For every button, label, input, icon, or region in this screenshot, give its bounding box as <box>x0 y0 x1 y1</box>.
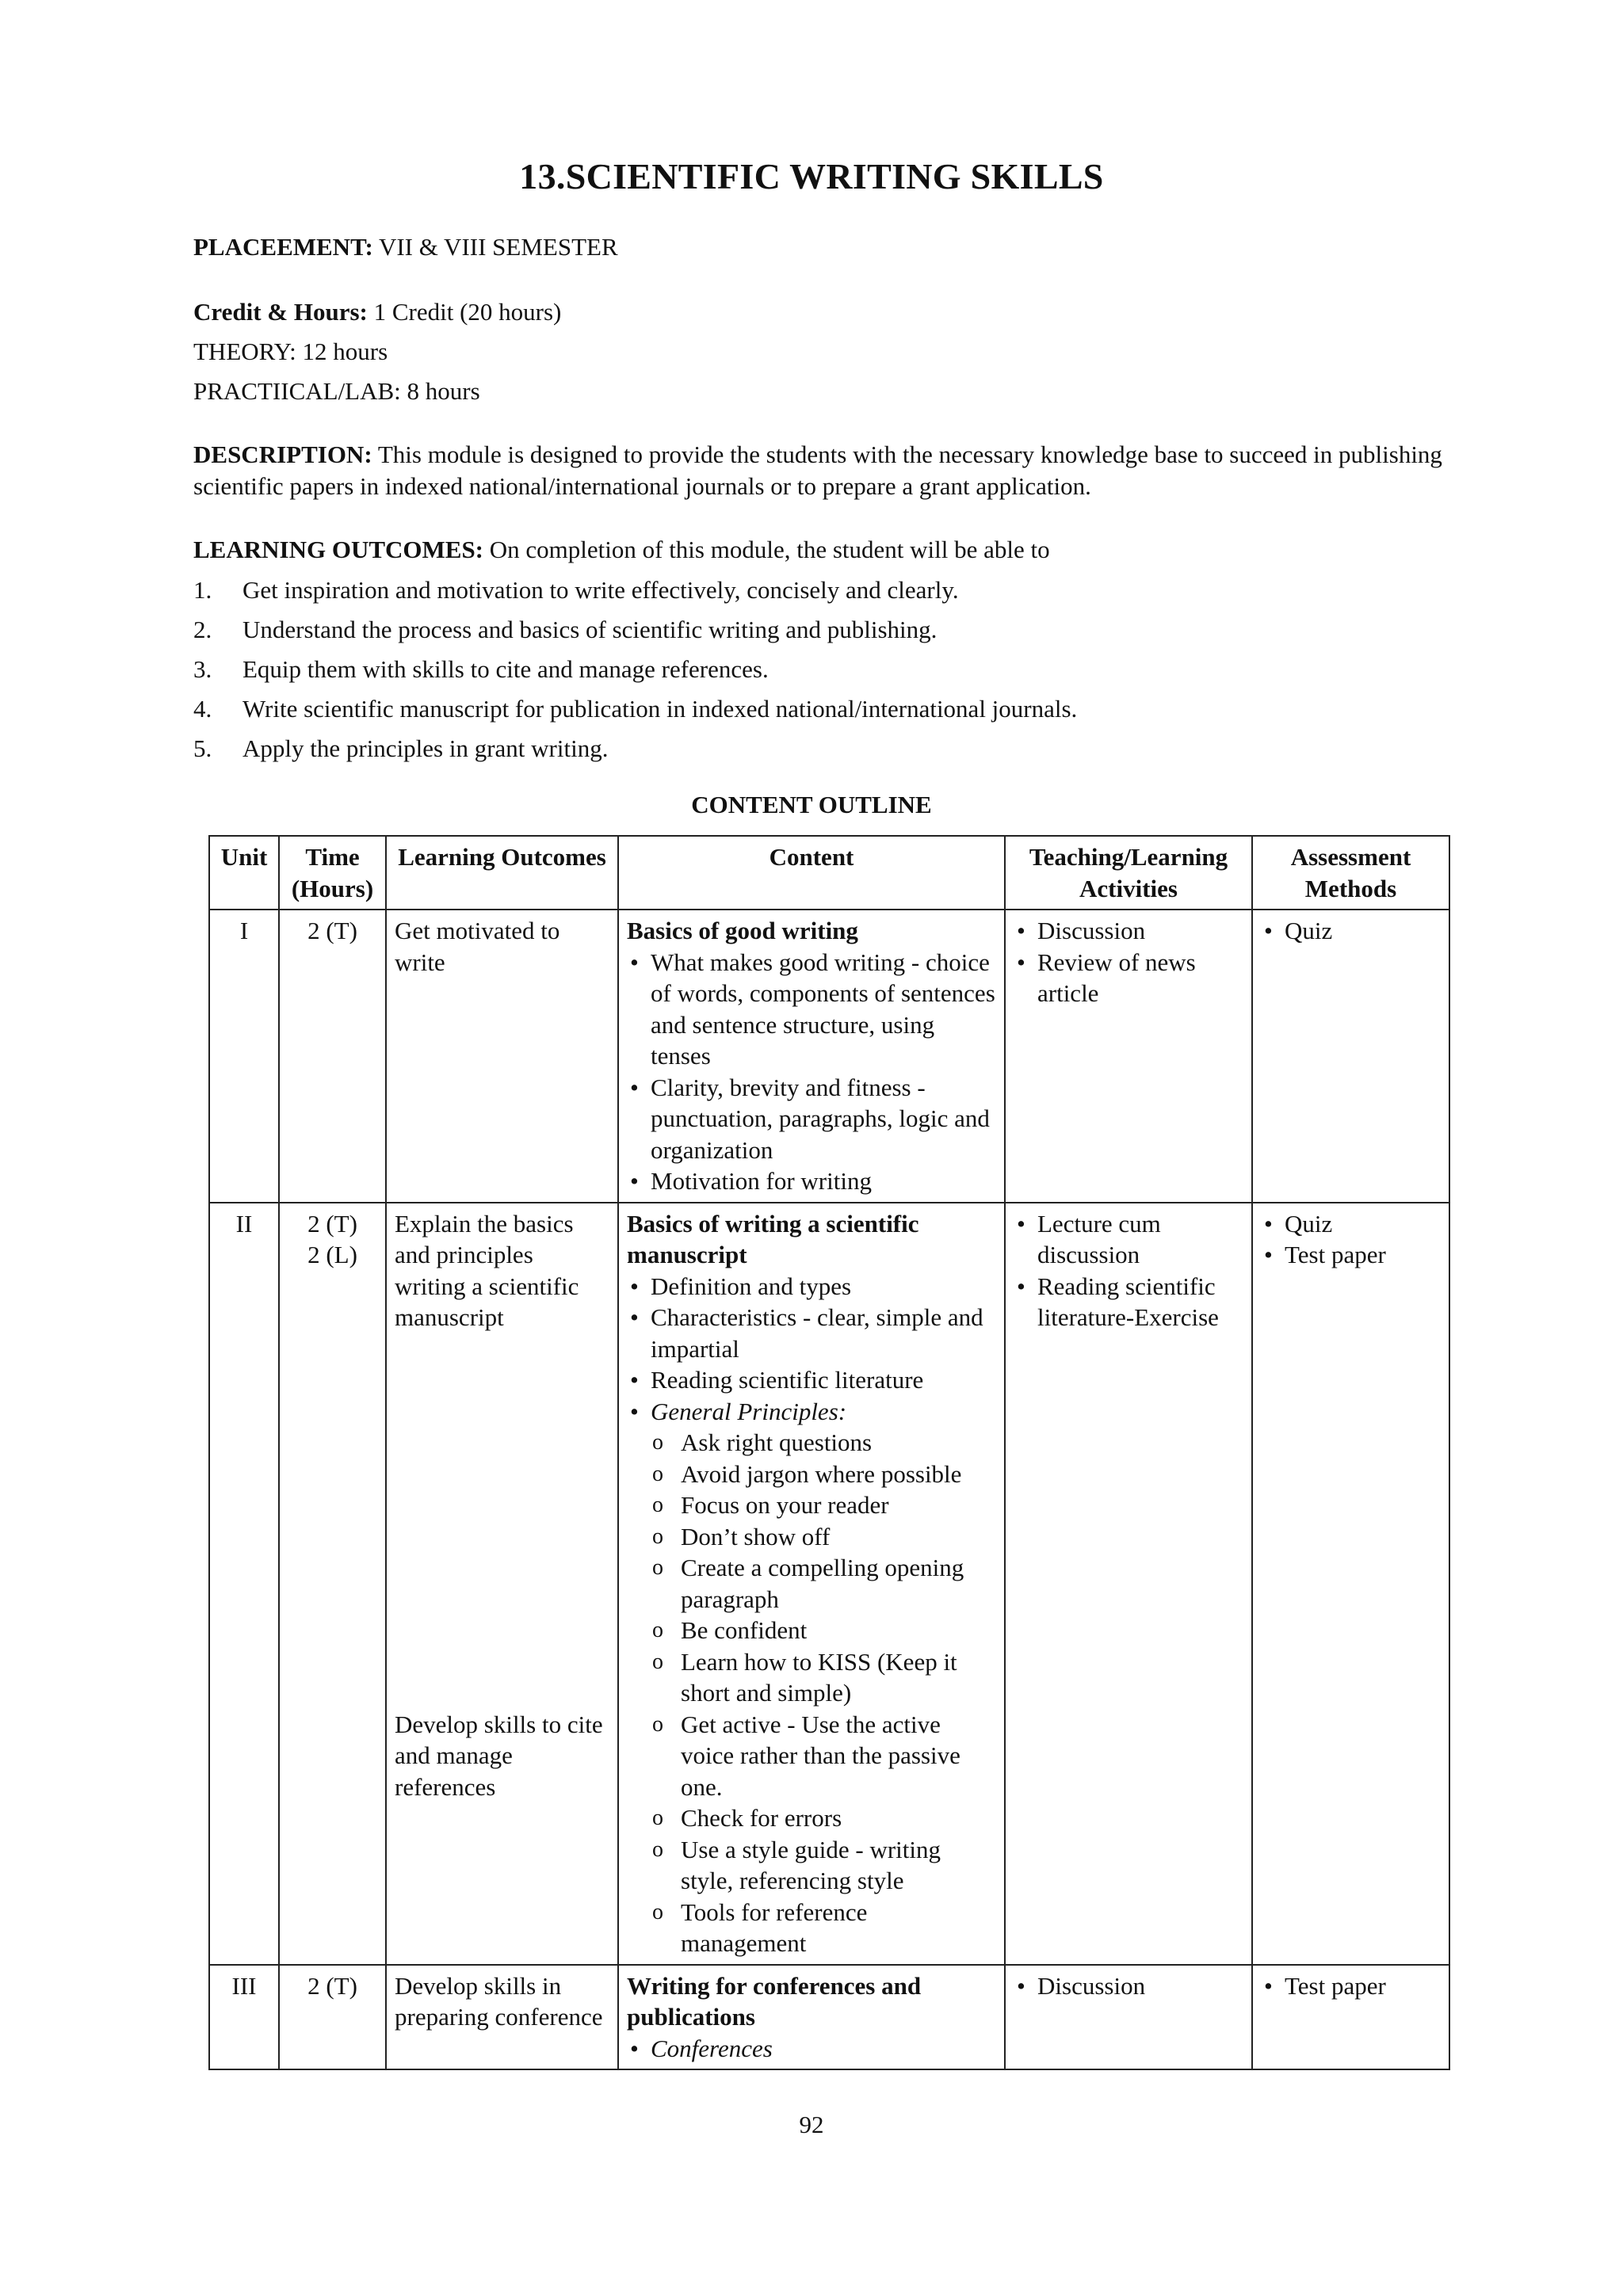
table-header-row <box>209 836 1449 910</box>
placement-line <box>193 233 618 261</box>
list-item: • Test paper <box>1261 1970 1441 2002</box>
content-cell <box>618 1965 1005 2070</box>
assessment-cell <box>1252 1965 1449 2070</box>
credit-value: 1 Credit (20 hours) <box>373 298 562 326</box>
list-item: • Conferences <box>627 2033 996 2065</box>
outcomes-cell: Get motivated to write <box>386 910 618 1203</box>
activities-cell <box>1005 910 1252 1203</box>
list-item: o Get active - Use the active voice rather than the passive one. <box>627 1709 996 1803</box>
list-item: • Quiz <box>1261 915 1441 947</box>
description-paragraph <box>193 439 1445 502</box>
credit-label: Credit & Hours: <box>193 298 368 326</box>
list-item: o Learn how to KISS (Keep it short and simple) <box>627 1646 996 1709</box>
list-item: o Be confident <box>627 1615 996 1646</box>
unit-cell: II <box>209 1203 279 1965</box>
outcomes-cell: Develop skills in preparing conference <box>386 1965 618 2070</box>
outcomes-cell: Explain the basics and principles writing a scientific manuscript Develop skills to cite and manage references <box>386 1203 618 1965</box>
list-item: o Use a style guide - writing style, referencing style <box>627 1834 996 1897</box>
content-title: Writing for conferences and publications <box>627 1971 922 2031</box>
list-item: • Clarity, brevity and fitness - punctuation, paragraphs, logic and organization <box>627 1072 996 1166</box>
theory-line: THEORY: 12 hours <box>193 338 388 365</box>
list-item: • Review of news article <box>1014 947 1243 1009</box>
activities-cell <box>1005 1965 1252 2070</box>
unit-cell: I <box>209 910 279 1203</box>
description-label: DESCRIPTION: <box>193 441 372 468</box>
list-item: • Lecture cum discussion <box>1014 1208 1243 1271</box>
list-item: 3. Equip them with skills to cite and manage references. <box>193 655 769 683</box>
time-cell: 2 (T) 2 (L) <box>279 1203 386 1965</box>
credit-line <box>193 298 561 326</box>
header-unit: Unit <box>209 836 279 910</box>
list-item: 1. Get inspiration and motivation to write effectively, concisely and clearly. <box>193 576 959 604</box>
learning-outcomes-heading <box>193 536 1050 564</box>
list-item: o Check for errors <box>627 1802 996 1834</box>
practical-line: PRACTIICAL/LAB: 8 hours <box>193 377 480 405</box>
content-list <box>627 947 996 1197</box>
activities-cell <box>1005 1203 1252 1965</box>
list-item: • Characteristics - clear, simple and impartial <box>627 1302 996 1364</box>
content-list <box>627 1271 996 1428</box>
page-number: 92 <box>799 2111 824 2138</box>
principles-sublist <box>627 1427 996 1959</box>
table-row <box>209 1203 1449 1965</box>
list-item: o Tools for reference management <box>627 1897 996 1959</box>
list-item: • Discussion <box>1014 1970 1243 2002</box>
list-item: 4. Write scientific manuscript for publication in indexed national/international journals. <box>193 695 1078 723</box>
time-cell: 2 (T) <box>279 910 386 1203</box>
time-cell: 2 (T) <box>279 1965 386 2070</box>
list-item: o Don’t show off <box>627 1521 996 1553</box>
learning-outcomes-label: LEARNING OUTCOMES: <box>193 536 484 563</box>
content-title: Basics of good writing <box>627 917 858 944</box>
list-item: 5. Apply the principles in grant writing. <box>193 734 609 762</box>
content-cell <box>618 1203 1005 1965</box>
content-cell <box>618 910 1005 1203</box>
list-item: • Reading scientific literature <box>627 1364 996 1396</box>
list-item: • Definition and types <box>627 1271 996 1302</box>
list-item: • Motivation for writing <box>627 1165 996 1197</box>
content-outline-title: CONTENT OUTLINE <box>691 791 932 818</box>
table-row <box>209 1965 1449 2070</box>
header-content: Content <box>618 836 1005 910</box>
unit-cell: III <box>209 1965 279 2070</box>
list-item: • General Principles: <box>627 1396 996 1428</box>
assessment-cell <box>1252 1203 1449 1965</box>
list-item: • Discussion <box>1014 915 1243 947</box>
list-item: o Avoid jargon where possible <box>627 1459 996 1490</box>
header-assessment: Assessment Methods <box>1252 836 1449 910</box>
learning-outcomes-list <box>193 570 1077 769</box>
header-learning-outcomes: Learning Outcomes <box>386 836 618 910</box>
content-list <box>627 2033 996 2065</box>
header-time: Time (Hours) <box>279 836 386 910</box>
list-item: • Quiz <box>1261 1208 1441 1240</box>
list-item: o Create a compelling opening paragraph <box>627 1552 996 1615</box>
content-title: Basics of writing a scientific manuscript <box>627 1209 919 1268</box>
assessment-cell <box>1252 910 1449 1203</box>
list-item: 2. Understand the process and basics of scientific writing and publishing. <box>193 616 938 643</box>
placement-label: PLACEEMENT: <box>193 233 373 261</box>
description-text: This module is designed to provide the students with the necessary knowledge base to succeed in publishing scientific papers in indexed national/international journals or to prepare a grant application. <box>193 441 1442 500</box>
list-item: • Reading scientific literature-Exercise <box>1014 1271 1243 1333</box>
placement-value: VII & VIII SEMESTER <box>378 233 618 261</box>
list-item: • Test paper <box>1261 1239 1441 1271</box>
table-row <box>209 910 1449 1203</box>
page-title: 13.SCIENTIFIC WRITING SKILLS <box>519 156 1104 196</box>
content-outline-table <box>208 835 1450 2070</box>
learning-outcomes-intro: On completion of this module, the student will be able to <box>489 536 1050 563</box>
header-activities: Teaching/Learning Activities <box>1005 836 1252 910</box>
list-item: o Focus on your reader <box>627 1489 996 1521</box>
list-item: o Ask right questions <box>627 1427 996 1459</box>
list-item: • What makes good writing - choice of words, components of sentences and sentence structure, using tenses <box>627 947 996 1072</box>
